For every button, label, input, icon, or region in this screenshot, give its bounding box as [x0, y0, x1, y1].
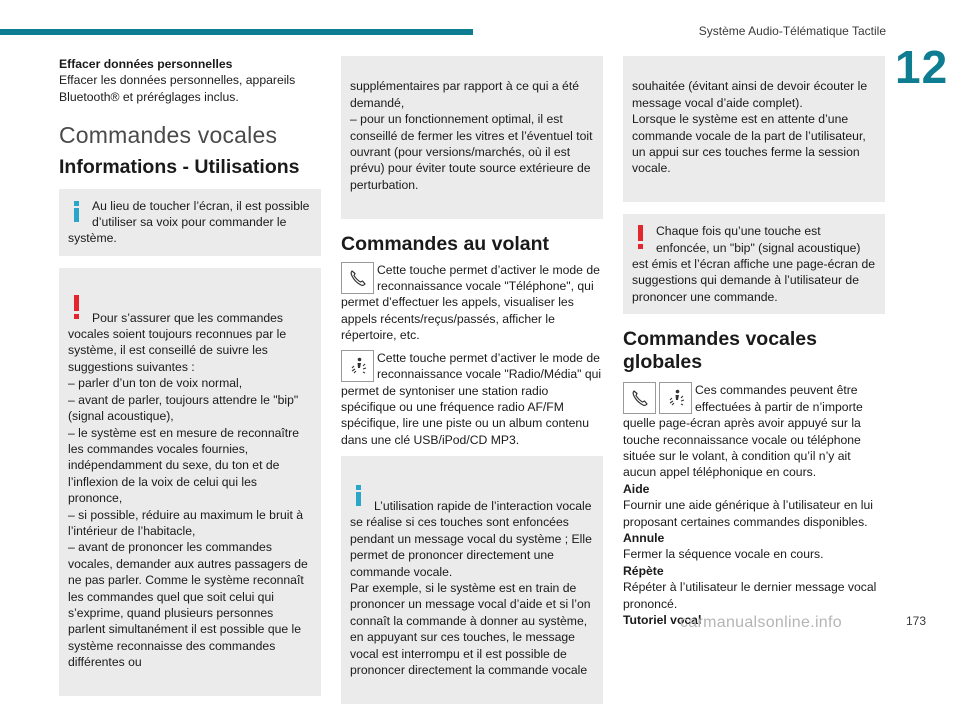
phone-icon — [341, 262, 374, 294]
warning-note-2 — [623, 214, 885, 314]
repete-text: Répéter à l’utilisateur le dernier message vocal prononcé. — [623, 580, 877, 611]
annule-label: Annule — [623, 530, 665, 545]
chapter-number: 12 — [895, 41, 949, 93]
tutoriel-label: Tutoriel vocal — [623, 612, 702, 627]
info-note-2 — [341, 456, 603, 704]
aide-label: Aide — [623, 481, 650, 496]
global-commands-text: Ces commandes peuvent être effectuées à partir de n’importe quelle page-écran après avoir appuyé sur la touche reconnaissance vocale ou téléphone située sur le volant, à condition qu’il n’y ait aucun appel téléphonique en cours. — [623, 383, 863, 480]
info-note-text: Au lieu de toucher l’écran, il est possible d’utiliser sa voix pour commander le système. — [68, 198, 310, 246]
phone-icon — [623, 382, 656, 414]
warning-icon — [632, 223, 656, 253]
info-note-2-text: L’utilisation rapide de l’interaction vocale se réalise si ces touches sont enfoncées pendant un message vocal du système ; Elle permet de prononcer directement une commande vocale. Par exemple, si le système est en train de prononcer un message vocal d’aide et si l’on connaît la commande à donner au système, en appuyant sur ces touches, le message vocal est interrompu et il est possible de prononcer directement la commande vocale — [350, 498, 592, 677]
global-commands-item — [623, 382, 885, 480]
info-note-continued — [623, 56, 885, 202]
repete-label: Répète — [623, 563, 664, 578]
column-1 — [59, 56, 321, 708]
info-continued-text: souhaitée (évitant ainsi de devoir écouter le message vocal d’aide complet). Lorsque le système est en attente d’une commande vocale de la part de l’utilisateur, un appui sur ces touches ferme la session vocale. — [632, 79, 868, 176]
header-title: Système Audio-Télématique Tactile — [698, 24, 886, 38]
warning-note-continued — [341, 56, 603, 219]
header-accent-bar — [0, 29, 473, 35]
section-title: Commandes vocales — [59, 122, 278, 149]
voice-command-icon — [659, 382, 692, 414]
info-note — [59, 189, 321, 256]
warning-note — [59, 268, 321, 696]
page-number: 173 — [905, 614, 926, 628]
info-icon — [350, 482, 374, 512]
watermark: carmanualsonline.info — [680, 614, 842, 631]
voice-command-icon — [341, 350, 374, 382]
global-title: Commandes vocales globales — [623, 328, 818, 374]
info-icon — [68, 198, 92, 228]
column-3 — [623, 56, 885, 628]
voice-button-item — [341, 350, 603, 448]
warning-icon — [68, 293, 92, 323]
erase-title: Effacer données personnelles — [59, 57, 233, 71]
aide-text: Fournir une aide générique à l’utilisateur en lui proposant certaines commandes disponibles. — [623, 498, 873, 529]
subsection-title: Informations - Utilisations — [59, 155, 300, 178]
phone-button-item — [341, 262, 603, 344]
warning-continued-text: supplémentaires par rapport à ce qui a été demandé, – pour un fonctionnement optimal, il est conseillé de fermer les vitres et l’éventuel toit ouvrant (pour versions/marchés, où il est prévu) pour éviter toute source extérieure de perturbation. — [350, 79, 593, 192]
annule-text: Fermer la séquence vocale en cours. — [623, 547, 824, 562]
warning-note-2-text: Chaque fois qu’une touche est enfoncée, un "bip" (signal acoustique) est émis et l’écran affiche une page-écran de suggestions qui demande à l’utilisateur de prononcer une commande. — [632, 224, 875, 304]
phone-button-text: Cette touche permet d’activer le mode de reconnaissance vocale "Téléphone", qui permet d’effectuer les appels, visualiser les appels récents/reçus/passés, afficher le répertoire, etc. — [341, 262, 600, 343]
erase-text: Effacer les données personnelles, appareils Bluetooth® et préréglages inclus. — [59, 73, 296, 104]
steering-title: Commandes au volant — [341, 232, 550, 255]
voice-button-text: Cette touche permet d’activer le mode de reconnaissance vocale "Radio/Média" qui permet de syntoniser une station radio spécifique ou une fréquence radio AF/FM spécifique, lire une piste ou un album contenu dans une clé USB/iPod/CD MP3. — [341, 350, 602, 447]
column-2 — [341, 56, 603, 716]
warning-note-text: Pour s’assurer que les commandes vocales soient toujours reconnues par le système, il est conseillé de suivre les suggestions suivantes : – parler d’un ton de voix normal, – avant de parler, toujours attendre le "bip" (signal acoustique), – le système est en mesure de reconnaître les commandes vocales fournies, indépendamment du sexe, du ton et de l’inflexion de la voix de celui qui les prononce, – si possible, réduire au maximum le bruit à l’intérieur de l’habitacle, – avant de prononcer les commandes vocales, demander aux autres passagers de ne pas parler. Comme le système reconnaît les commandes quel que soit celui qui s’exprime, quand plusieurs personnes parlent simultanément il est possible que le système reconnaisse des commandes différentes ou — [68, 310, 308, 670]
